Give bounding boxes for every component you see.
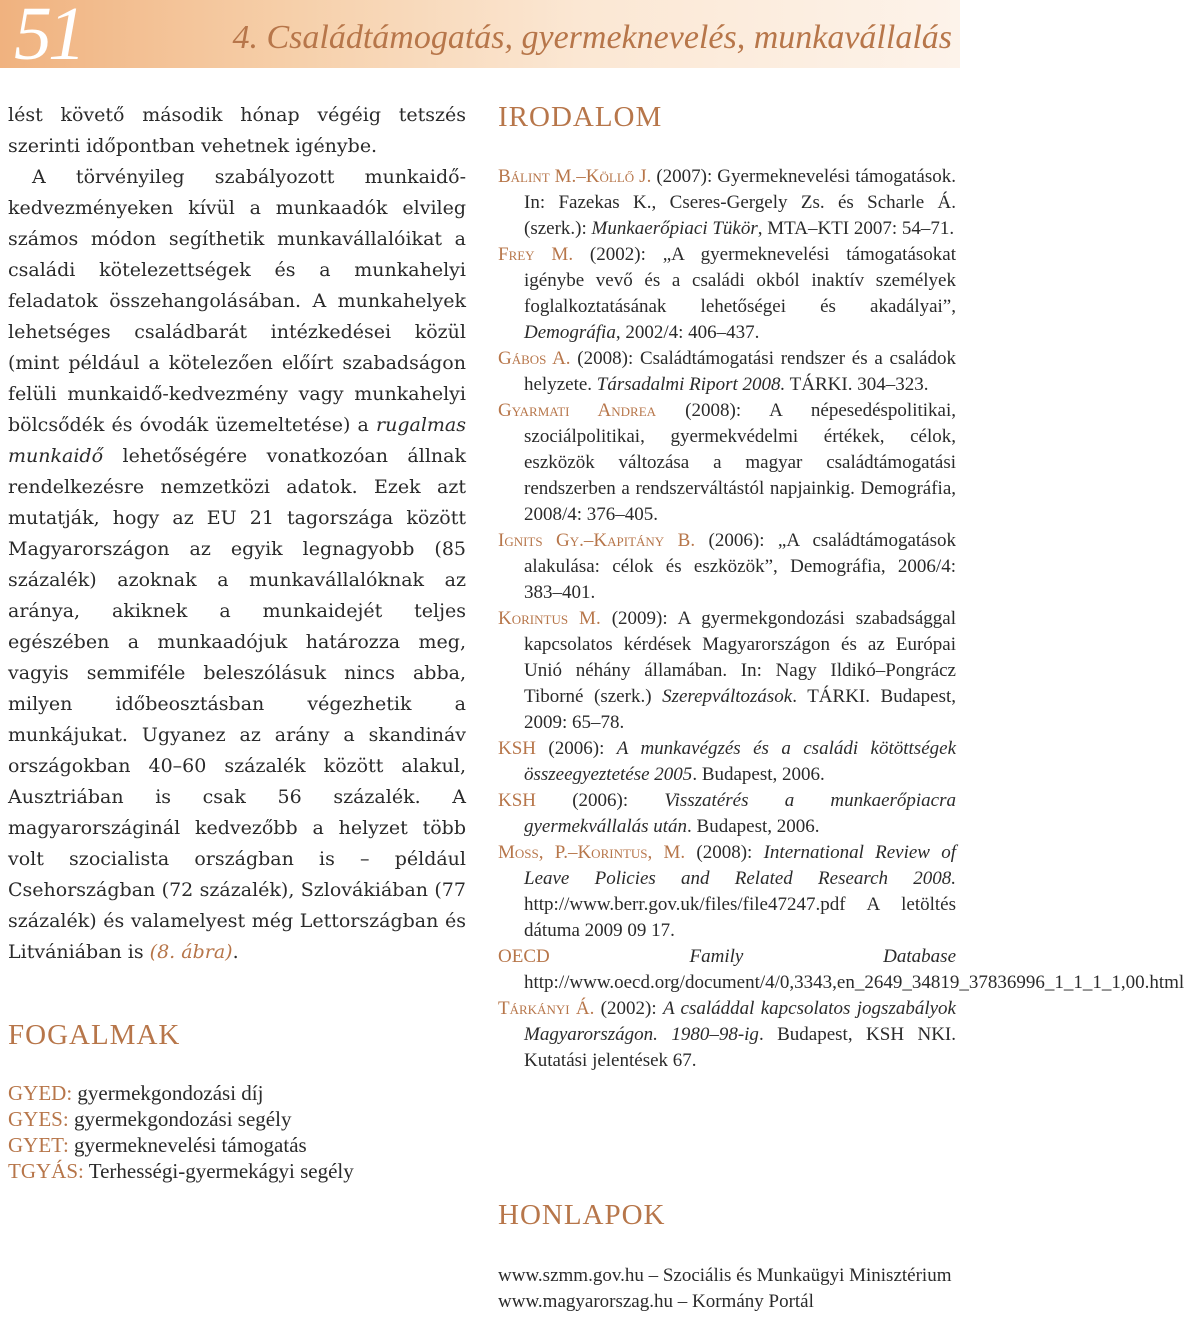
reference-item bbox=[498, 840, 956, 944]
reference-author: KSH bbox=[498, 738, 537, 759]
reference-text: , MTA–KTI 2007: 54–71. bbox=[757, 218, 955, 239]
glossary-definition: Terhességi-gyermekágyi segély bbox=[83, 1159, 354, 1183]
reference-author: Bálint M.–Köllő J. bbox=[498, 166, 652, 187]
reference-author: Gyarmati Andrea bbox=[498, 400, 657, 421]
reference-item bbox=[498, 606, 956, 736]
reference-author: Ignits Gy.–Kapitány B. bbox=[498, 530, 696, 551]
reference-title: Demográfia bbox=[524, 322, 616, 343]
reference-text: (2009): A gyermekgondozási szabadsággal kapcsolatos kérdések Magyarországon és az Európai Unió néhány államában. In: Nagy Ildikó–Pongrácz Tiborné (szerk.) bbox=[524, 608, 956, 707]
reference-item bbox=[498, 398, 956, 528]
reference-text: (2008): Családtámogatási rendszer és a családok helyzete. bbox=[524, 348, 956, 395]
paragraph-2-text-a: A törvényileg szabályozott munkaidő-kedvezményeken kívül a munkaadók elvileg számos módon segíthetik munkavállalóikat a családi kötelezettségek és a munkahelyi feladatok összehangolásában. A munkahelyek lehetséges családbarát intézkedései közül (mint például a kötelezően előírt szabadságon felüli munkaidő-kedvezmény vagy munkahelyi bölcsődék és óvodák üzemeltetése) a bbox=[8, 166, 466, 436]
header-band bbox=[0, 0, 960, 76]
reference-author: OECD bbox=[498, 946, 550, 967]
reference-item bbox=[498, 944, 1184, 996]
website-list bbox=[498, 1263, 956, 1315]
reference-item bbox=[498, 242, 956, 346]
references-column bbox=[498, 100, 1184, 1074]
reference-item bbox=[498, 528, 956, 606]
glossary-definition: gyermekgondozási segély bbox=[68, 1107, 292, 1131]
reference-item bbox=[498, 788, 956, 840]
reference-text: (2002): bbox=[594, 998, 663, 1019]
reference-author: Frey M. bbox=[498, 244, 574, 265]
reference-item bbox=[498, 996, 956, 1074]
reference-text: (2008): bbox=[685, 842, 764, 863]
reference-title: A családdal kapcsolatos jogszabályok Magyarországon. 1980–98-ig bbox=[524, 998, 956, 1045]
reference-text: (2002): „A gyermeknevelési támogatásokat igénybe vevő és a családi okból inaktív személyek foglalkoztatásának lehetőségei és akadályai”, bbox=[524, 244, 956, 317]
paragraph-1: lést követő második hónap végéig tetszés szerinti időpontban vehetnek igénybe. bbox=[8, 104, 466, 157]
website-link[interactable]: www.magyarorszag.hu – Kormány Portál bbox=[498, 1291, 814, 1312]
irodalom-heading: IRODALOM bbox=[498, 101, 663, 133]
reference-text: . Budapest, 2006. bbox=[687, 816, 820, 837]
glossary-term: GYED: bbox=[8, 1081, 73, 1105]
reference-author: KSH bbox=[498, 790, 537, 811]
reference-text: . TÁRKI. Budapest, 2009: 65–78. bbox=[524, 686, 956, 733]
glossary-item bbox=[8, 1106, 478, 1132]
reference-text: http://www.oecd.org/document/4/0,3343,en_2649_34819_37836996_1_1_1_1,00.html bbox=[524, 972, 1184, 993]
reference-title: Társadalmi Riport 2008. bbox=[596, 374, 786, 395]
reference-text: (2008): A népesedéspolitikai, szociálpolitikai, gyermekvédelmi értékek, célok, eszközök változása a magyar családtámogatási rendszerben a rendszerváltástól napjainkig. Demográfia, 2008/4: 376–405. bbox=[524, 400, 957, 525]
reference-title: International Review of Leave Policies and Related Research 2008. bbox=[524, 842, 956, 889]
honlapok-heading: HONLAPOK bbox=[498, 1199, 666, 1231]
main-text-column bbox=[8, 100, 466, 968]
reference-author: Gábos A. bbox=[498, 348, 571, 369]
reference-text: (2006): „A családtámogatások alakulása: célok és eszközök”, Demográfia, 2006/4: 383–401. bbox=[524, 530, 956, 603]
reference-item bbox=[498, 736, 956, 788]
reference-title: Szerepváltozások bbox=[662, 686, 793, 707]
figure-reference-link[interactable]: (8. ábra) bbox=[149, 941, 233, 963]
reference-author: Korintus M. bbox=[498, 608, 601, 629]
reference-title: A munkavégzés és a családi kötöttségek összeegyeztetése 2005 bbox=[524, 738, 957, 785]
fogalmak-heading: FOGALMAK bbox=[8, 1019, 181, 1051]
reference-text: . Budapest, 2006. bbox=[692, 764, 825, 785]
paragraph-2-end: . bbox=[232, 941, 239, 963]
glossary-term: TGYÁS: bbox=[8, 1159, 84, 1183]
reference-text: (2006): bbox=[536, 790, 665, 811]
reference-text bbox=[550, 946, 690, 967]
reference-author: Moss, P.–Korintus, M. bbox=[498, 842, 686, 863]
page-number: 51 bbox=[14, 0, 82, 76]
glossary-definition: gyermekgondozási díj bbox=[72, 1081, 264, 1105]
reference-item bbox=[498, 346, 956, 398]
chapter-title: 4. Családtámogatás, gyermeknevelés, munkavállalás bbox=[232, 19, 952, 56]
glossary-item bbox=[8, 1080, 478, 1106]
reference-title: Family Database bbox=[689, 946, 956, 967]
paragraph-2 bbox=[8, 162, 466, 968]
paragraph-2-text-b: lehetőségére vonatkozóan állnak rendelkezésre nemzetközi adatok. Ezek azt mutatják, hogy az EU 21 tagországa között Magyarországon az egyik legnagyobb (85 százalék) azoknak a munkavállalóknak az aránya, akiknek a munkaidejét teljes egészében a munkaadójuk határozza meg, vagyis semmiféle beleszólásuk nincs abba, milyen időbeosztásban végezhetik a munkájukat. Ugyanez az arány a skandináv országokban 40–60 százalék között alakul, Ausztriában is csak 56 százalék. A magyarországinál kedvezőbb a helyzet több volt szocialista országban is – például Csehországban (72 százalék), Szlovákiában (77 százalék) és valamelyest még Lettországban és Litvániában is bbox=[8, 445, 466, 963]
glossary-list bbox=[8, 1080, 478, 1184]
flexible-working-time-term: rugalmas munkaidő bbox=[8, 414, 466, 467]
reference-text: TÁRKI. 304–323. bbox=[785, 374, 929, 395]
reference-text: http://www.berr.gov.uk/files/file47247.pdf A letöltés dátuma 2009 09 17. bbox=[524, 894, 956, 941]
website-link[interactable]: www.szmm.gov.hu – Szociális és Munkaügyi Minisztérium bbox=[498, 1265, 952, 1286]
reference-list bbox=[498, 164, 1184, 1074]
reference-author: Tárkányi Á. bbox=[498, 998, 595, 1019]
glossary-item bbox=[8, 1158, 478, 1184]
reference-title: Munkaerőpiaci Tükör bbox=[591, 218, 758, 239]
reference-text: , 2002/4: 406–437. bbox=[615, 322, 760, 343]
glossary-definition: gyermeknevelési támogatás bbox=[68, 1133, 307, 1157]
reference-text: (2007): Gyermeknevelési támogatások. In: Fazekas K., Cseres-Gergely Zs. és Scharle Á. (szerk.): bbox=[524, 166, 956, 239]
glossary-term: GYES: bbox=[8, 1107, 69, 1131]
reference-item bbox=[498, 164, 956, 242]
glossary-term: GYET: bbox=[8, 1133, 69, 1157]
reference-text: . Budapest, KSH NKI. Kutatási jelentések 67. bbox=[524, 1024, 956, 1071]
glossary-item bbox=[8, 1132, 478, 1158]
reference-text: (2006): bbox=[536, 738, 617, 759]
reference-title: Visszatérés a munkaerőpiacra gyermekvállalás után bbox=[524, 790, 956, 837]
